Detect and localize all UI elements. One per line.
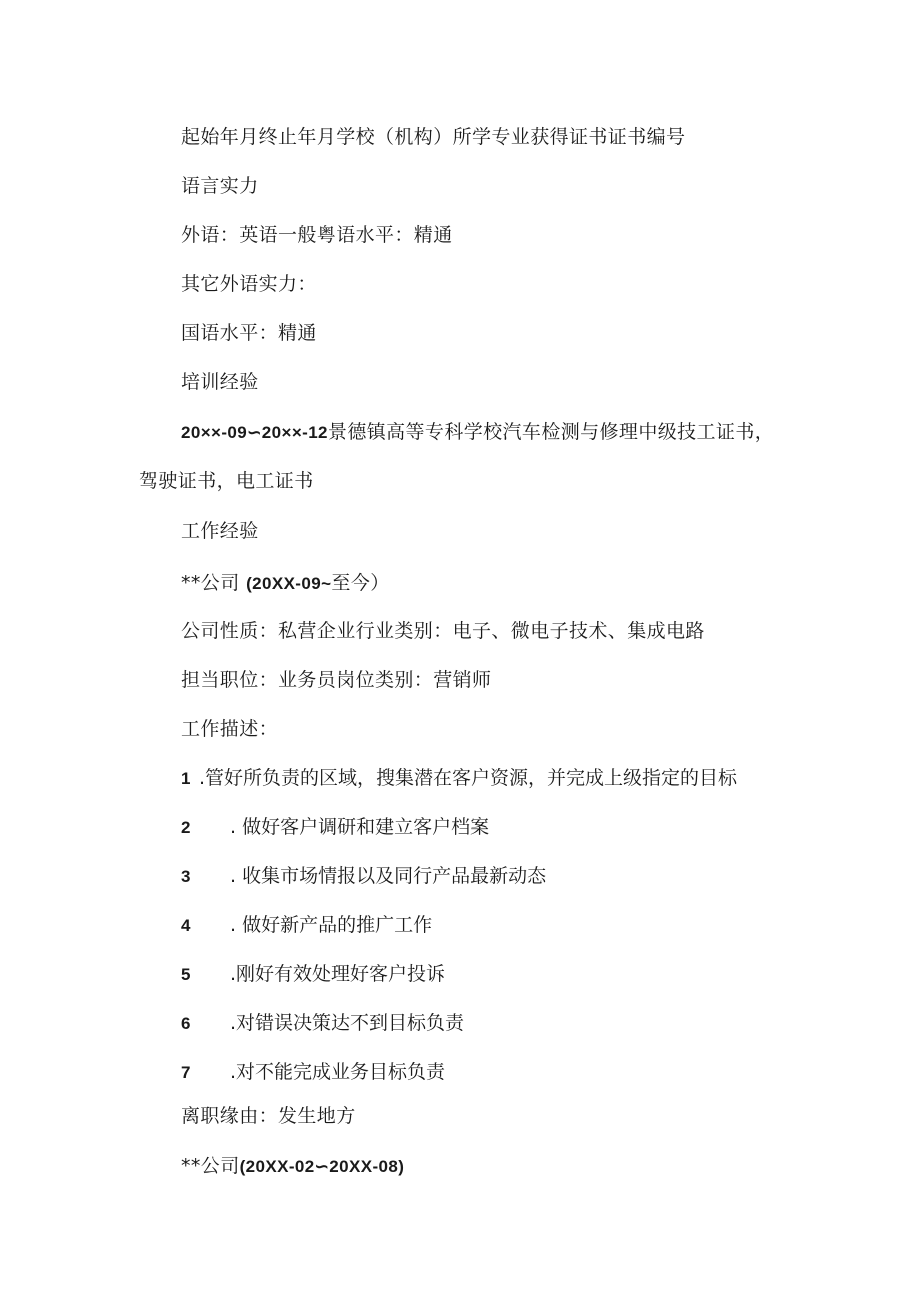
company1-prefix: **公司: [181, 572, 240, 594]
company1-period-suffix: 至今）: [331, 572, 390, 594]
duty-number: 1: [181, 769, 191, 788]
duty-text: .管好所负责的区域，搜集潜在客户资源，并完成上级指定的目标: [199, 767, 738, 789]
duty-text: .刚好有效处理好客户投诉: [230, 963, 446, 985]
duty-number: 2: [181, 818, 191, 837]
other-foreign-line: 其它外语实力：: [181, 273, 317, 295]
duty-item: [181, 1060, 445, 1085]
duty-item: [181, 766, 737, 791]
duty-number: 3: [181, 867, 191, 886]
company1-nature: 公司性质：私营企业行业类别：电子、微电子技术、集成电路: [181, 620, 705, 642]
company1-heading: [181, 571, 390, 596]
company1-position: 担当职位：业务员岗位类别：营销师: [181, 669, 492, 691]
duty-text: . 做好新产品的推广工作: [230, 914, 433, 936]
duty-item: [181, 962, 445, 987]
training-entry-text: 景德镇高等专科学校汽车检测与修理中级技工证书，: [327, 421, 775, 443]
duty-text: . 收集市场情报以及同行产品最新动态: [230, 865, 547, 887]
company1-description-label: 工作描述：: [181, 718, 279, 740]
company1-leave-reason: 离职缘由：发生地方: [181, 1105, 356, 1127]
duty-number: 5: [181, 965, 191, 984]
training-entry-line2: 驾驶证书，电工证书: [139, 470, 314, 492]
training-section-title: 培训经验: [181, 371, 259, 393]
duty-item: [181, 815, 489, 840]
duty-text: .对错误决策达不到目标负责: [230, 1012, 465, 1034]
company2-period: (20XX-02∽20XX-08): [239, 1157, 405, 1176]
duty-item: [181, 913, 432, 938]
duty-text: . 做好客户调研和建立客户档案: [230, 816, 490, 838]
company1-period: (20XX-09~: [246, 574, 332, 593]
duty-text: .对不能完成业务目标负责: [230, 1061, 446, 1083]
mandarin-line: 国语水平：精通: [181, 322, 317, 344]
duty-number: 4: [181, 916, 191, 935]
foreign-language-line: 外语：英语一般粤语水平：精通: [181, 224, 453, 246]
language-section-title: 语言实力: [181, 175, 259, 197]
training-entry-line1: [181, 420, 774, 445]
training-entry-dates: 20××-09∽20××-12: [181, 423, 328, 442]
company2-heading: [181, 1154, 404, 1179]
work-section-title: 工作经验: [181, 520, 259, 542]
duty-number: 7: [181, 1063, 191, 1082]
company2-prefix: **公司: [181, 1155, 240, 1177]
duty-item: [181, 864, 546, 889]
education-header: 起始年月终止年月学校（机构）所学专业获得证书证书编号: [181, 126, 686, 148]
duty-number: 6: [181, 1014, 191, 1033]
duty-item: [181, 1011, 464, 1036]
